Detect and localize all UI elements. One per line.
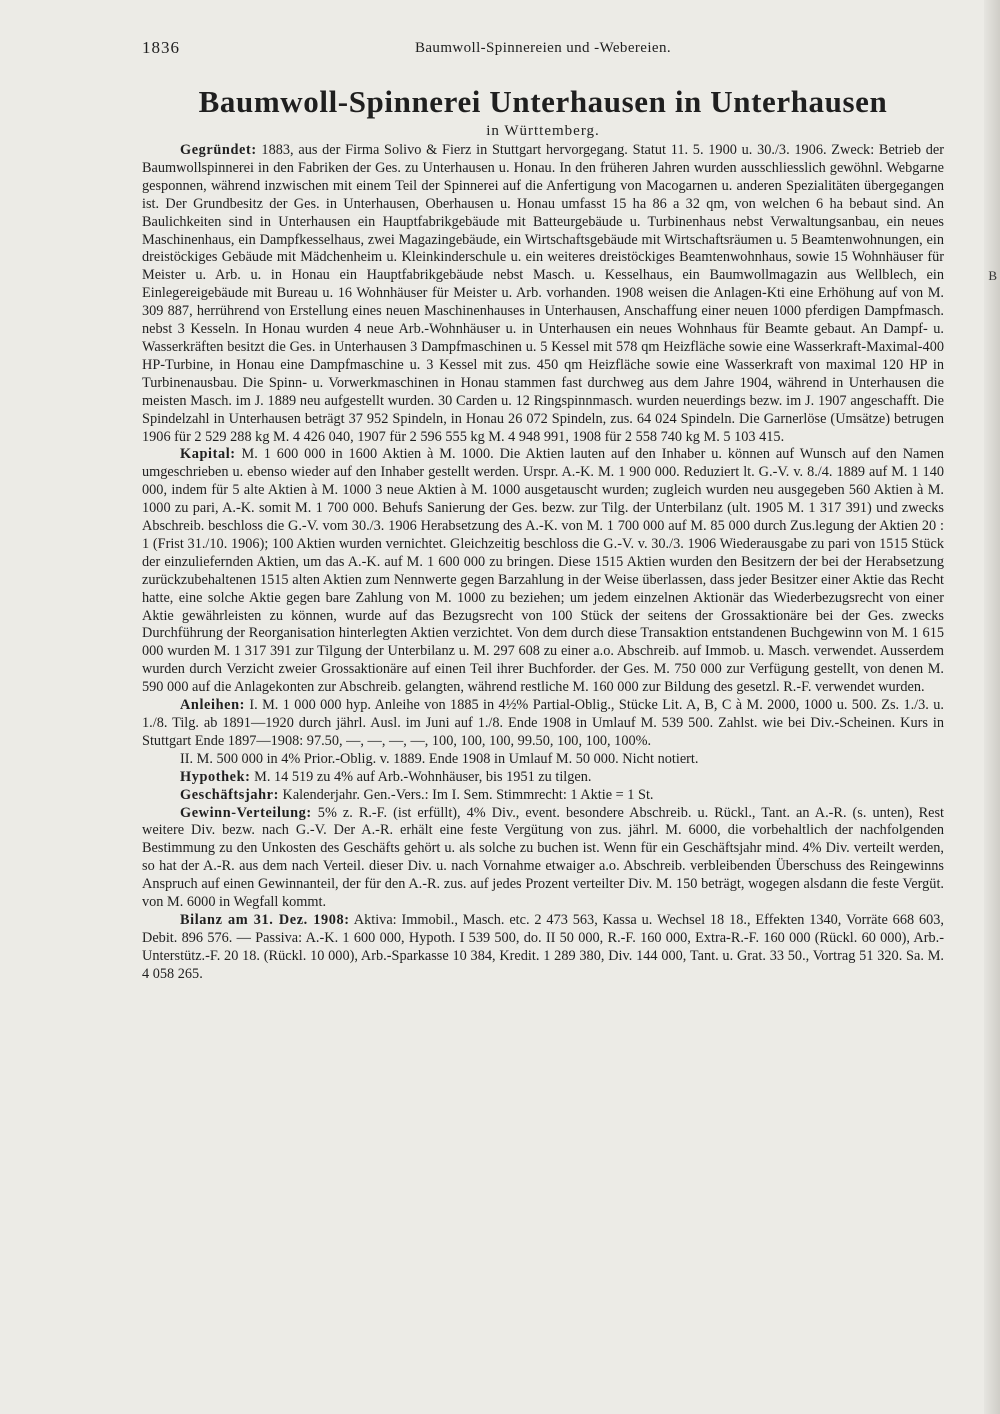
section-text: II. M. 500 000 in 4% Prior.-Oblig. v. 1889. Ende 1908 in Umlauf M. 50 000. Nicht notiert.: [180, 750, 699, 767]
section-fiscal-year: [142, 787, 944, 805]
section-text: M. 14 519 zu 4% auf Arb.-Wohnhäuser, bis 1951 zu tilgen.: [250, 768, 592, 785]
page-number: 1836: [142, 38, 180, 57]
company-location: in Württemberg.: [486, 123, 600, 139]
company-title: Baumwoll-Spinnerei Unterhausen in Unterhausen: [198, 84, 888, 119]
section-text: I. M. 1 000 000 hyp. Anleihe von 1885 in 4½% Partial-Oblig., Stücke Lit. A, B, C à M. 2000, 1000 u. 500. Zs. 1./3. u. 1./8. Tilg. ab 1891—1920 durch jährl. Ausl. im Juni auf 1./8. Ende 1908 in Umlauf M. 539 500. Zahlst. wie bei Div.-Scheinen. Kurs in Stuttgart Ende 1897—1908: 97.50, —, —, —, —, 100, 100, 100, 99.50, 100, 100, 100%.: [142, 697, 944, 749]
running-title: Baumwoll-Spinnereien und -Webereien.: [414, 40, 672, 56]
edge-mark: B: [988, 268, 997, 283]
section-capital: [142, 446, 944, 697]
section-founded: [142, 142, 944, 446]
section-text: 1883, aus der Firma Solivo & Fierz in Stuttgart hervorgegang. Statut 11. 5. 1900 u. 30./3. 1906. Zweck: Betrieb der Baumwollspinnerei in den Fabriken der Ges. zu Unterhausen u. Honau. In den früheren Jahren wurden ausschliesslich gewöhnl. Webgarne gesponnen, während inzwischen mit einem Teil der Spinnerei auf die Anfertigung von Macogarnen u. anderen Spezialitäten übergegangen ist. Der Grundbesitz der Ges. in Unterhausen, Oberhausen u. Honau umfasst 15 ha 86 a 32 qm, von welchen 6 ha bebaut sind. An Baulichkeiten sind in Unterhausen ein Hauptfabrikgebäude mit Batteurgebäude u. Turbinenhaus nebst Verwaltungsanbau, ein neues Maschinenhaus, ein Dampfkesselhaus, zwei Magazingebäude, ein Wirtschaftsgebäude mit Wirtschaftsräumen u. 5 Beamtenwohnungen, ein dreistöckiges Gebäude mit Mädchenheim u. Kleinkinderschule u. ein weiteres dreistöckiges Beamtenwohnhaus, sowie 15 Wohnhäuser für Meister u. Arb. u. in Honau ein Hauptfabrikgebäude nebst Masch. u. Kesselhaus, ein Baumwollmagazin aus Wellblech, ein Einlegereigebäude mit Bureau u. 16 Wohnhäuser für Meister u. Arb. vorhanden. 1908 weisen die Anlagen-Kti eine Erhöhung auf von M. 309 887, herrührend von Erstellung eines neuen Maschinenhauses in Unterhausen, Anschaffung einer neuen 1000 pferdigen Dampfmasch. nebst 3 Kesseln. In Honau wurden 4 neue Arb.-Wohnhäuser u. in Unterhausen ein neues Wohnhaus für Beamte gebaut. An Dampf- u. Wasserkräften besitzt die Ges. in Unterhausen 3 Dampfmaschinen u. 5 Kessel mit 578 qm Heizfläche sowie eine Wasserkraft-Maximal-400 HP-Turbine, in Honau eine Dampfmaschine u. 3 Kessel mit zus. 450 qm Heizfläche sowie eine Wasserkraft von maximal 120 HP in Turbinenausbau. Die Spinn- u. Vorwerkmaschinen in Honau stammen fast durchweg aus dem Jahre 1904, während in Unterhausen die meisten Masch. im J. 1889 neu aufgestellt wurden. 30 Carden u. 12 Ringspinnmasch. wurden neuerdings bezw. im J. 1907 angeschafft. Die Spindelzahl in Unterhausen beträgt 37 952 Spindeln, in Honau 26 072 Spindeln, zus. 64 024 Spindeln. Die Garnerlöse (Umsätze) betrugen 1906 für 2 529 288 kg M. 4 426 040, 1907 für 2 596 555 kg M. 4 948 991, 1908 für 2 558 740 kg M. 5 103 415.: [142, 142, 944, 445]
section-label: Gegründet:: [180, 142, 257, 158]
section-label: Hypothek:: [180, 768, 251, 785]
section-label: Geschäftsjahr:: [180, 786, 279, 803]
section-profit-distribution: [142, 805, 944, 912]
section-text: M. 1 600 000 in 1600 Aktien à M. 1000. Die Aktien lauten auf den Inhaber u. können auf Wunsch auf den Namen umgeschrieben u. ebenso wieder auf den Inhaber gestellt werden. Urspr. A.-K. M. 1 900 000. Reduziert lt. G.-V. v. 8./4. 1889 auf M. 1 140 000, indem für 5 alte Aktien à M. 1000 3 neue Aktien à M. 1000 ausgetauscht wurden; zugleich wurden neu ausgegeben 560 Aktien à M. 1000 zu pari, A.-K. somit M. 1 700 000. Behufs Sanierung der Ges. bezw. zur Tilg. der Unterbilanz (ult. 1905 M. 1 317 391) und zwecks Abschreib. beschloss die G.-V. vom 30./3. 1906 Herabsetzung des A.-K. von M. 1 700 000 auf M. 85 000 durch Zus.legung der Aktien 20 : 1 (Frist 31./10. 1906); 100 Aktien wurden vernichtet. Gleichzeitig beschloss die G.-V. v. 30./3. 1906 Wiederausgabe zu pari von 1515 Stück der einzuliefernden Aktien, um das A.-K. auf M. 1 600 000 zu bringen. Diese 1515 Aktien wurden den Besitzern der bei der Herabsetzung zurückzubehaltenen 1515 alten Aktien zum Nennwerte gegen Barzahlung in der Weise überlassen, dass jeder Besitzer einer Aktie das Recht hatte, eine solche Aktie gegen bare Zahlung von M. 1000 zu beziehen; um jedem einzelnen Aktionär das Wiederbezugsrecht von einer Aktie gewährleisten zu können, wurde auf das Bezugsrecht von 100 Stück der seitens der Grossaktionäre bei der Ges. zwecks Durchführung der Reorganisation hinterlegten Aktien verzichtet. Von dem durch diese Transaktion entstandenen Buchgewinn von M. 1 615 000 wurden M. 1 317 391 zur Tilgung der Unterbilanz u. M. 297 608 zu einer a.o. Abschreib. auf Immob. u. Masch. verwendet. Ausserdem wurden durch Verzicht zweier Grossaktionäre auf einen Teil ihrer Buchforder. der Ges. M. 750 000 zur Verfügung gestellt, von denen M. 590 000 auf die Anlagekonten zur Abschreib. gelangten, während restliche M. 160 000 zur Bildung des gesetzl. R.-F. verwendet wurden.: [142, 446, 944, 696]
section-label: Bilanz am 31. Dez. 1908:: [180, 911, 350, 928]
section-label: Anleihen:: [180, 697, 245, 714]
document-body: [142, 142, 944, 984]
section-mortgage: [142, 769, 944, 787]
section-loans-ii: [142, 751, 944, 769]
section-label: Gewinn-Verteilung:: [180, 804, 312, 821]
section-text: Kalenderjahr. Gen.-Vers.: Im I. Sem. Stimmrecht: 1 Aktie = 1 St.: [278, 786, 654, 803]
section-balance-sheet: [142, 912, 944, 984]
section-text: 5% z. R.-F. (ist erfüllt), 4% Div., event. besondere Abschreib. u. Rückl., Tant. an A.-R. (s. unten), Rest weitere Div. bezw. nach G.-V. Der A.-R. erhält eine feste Vergütung von zus. jährl. M. 6000, die vorbehaltlich der nachfolgenden Bestimmung zu den Unkosten des Geschäfts gehört u. als solche zu buchen ist. Wenn für ein Geschäftsjahr mind. 4% Div. verteilt werden, so hat der A.-R. aus dem nach Verteil. dieser Div. u. nach Vornahme etwaiger a.o. Abschreib. verbleibenden Überschuss des Reingewinns Anspruch auf einen Gewinnanteil, der für den A.-R. zus. auf jedes Prozent verteilter Div. M. 150 beträgt, wogegen alsdann die feste Vergüt. von M. 6000 in Wegfall kommt.: [142, 804, 944, 911]
section-loans: [142, 697, 944, 751]
section-label: Kapital:: [180, 446, 236, 463]
section-text: Aktiva: Immobil., Masch. etc. 2 473 563, Kassa u. Wechsel 18 18., Effekten 1340, Vorräte 668 603, Debit. 896 576. — Passiva: A.-K. 1 600 000, Hypoth. I 539 500, do. II 50 000, R.-F. 160 000, Extra-R.-F. 160 000 (Rückl. 60 000), Arb.-Unterstütz.-F. 20 18. (Rückl. 10 000), Arb.-Sparkasse 10 384, Kredit. 1 289 380, Div. 144 000, Tant. u. Grat. 33 50., Vortrag 51 320. Sa. M. 4 058 265.: [142, 911, 944, 982]
page-header: [142, 30, 944, 64]
page-edge: [984, 0, 1000, 1414]
